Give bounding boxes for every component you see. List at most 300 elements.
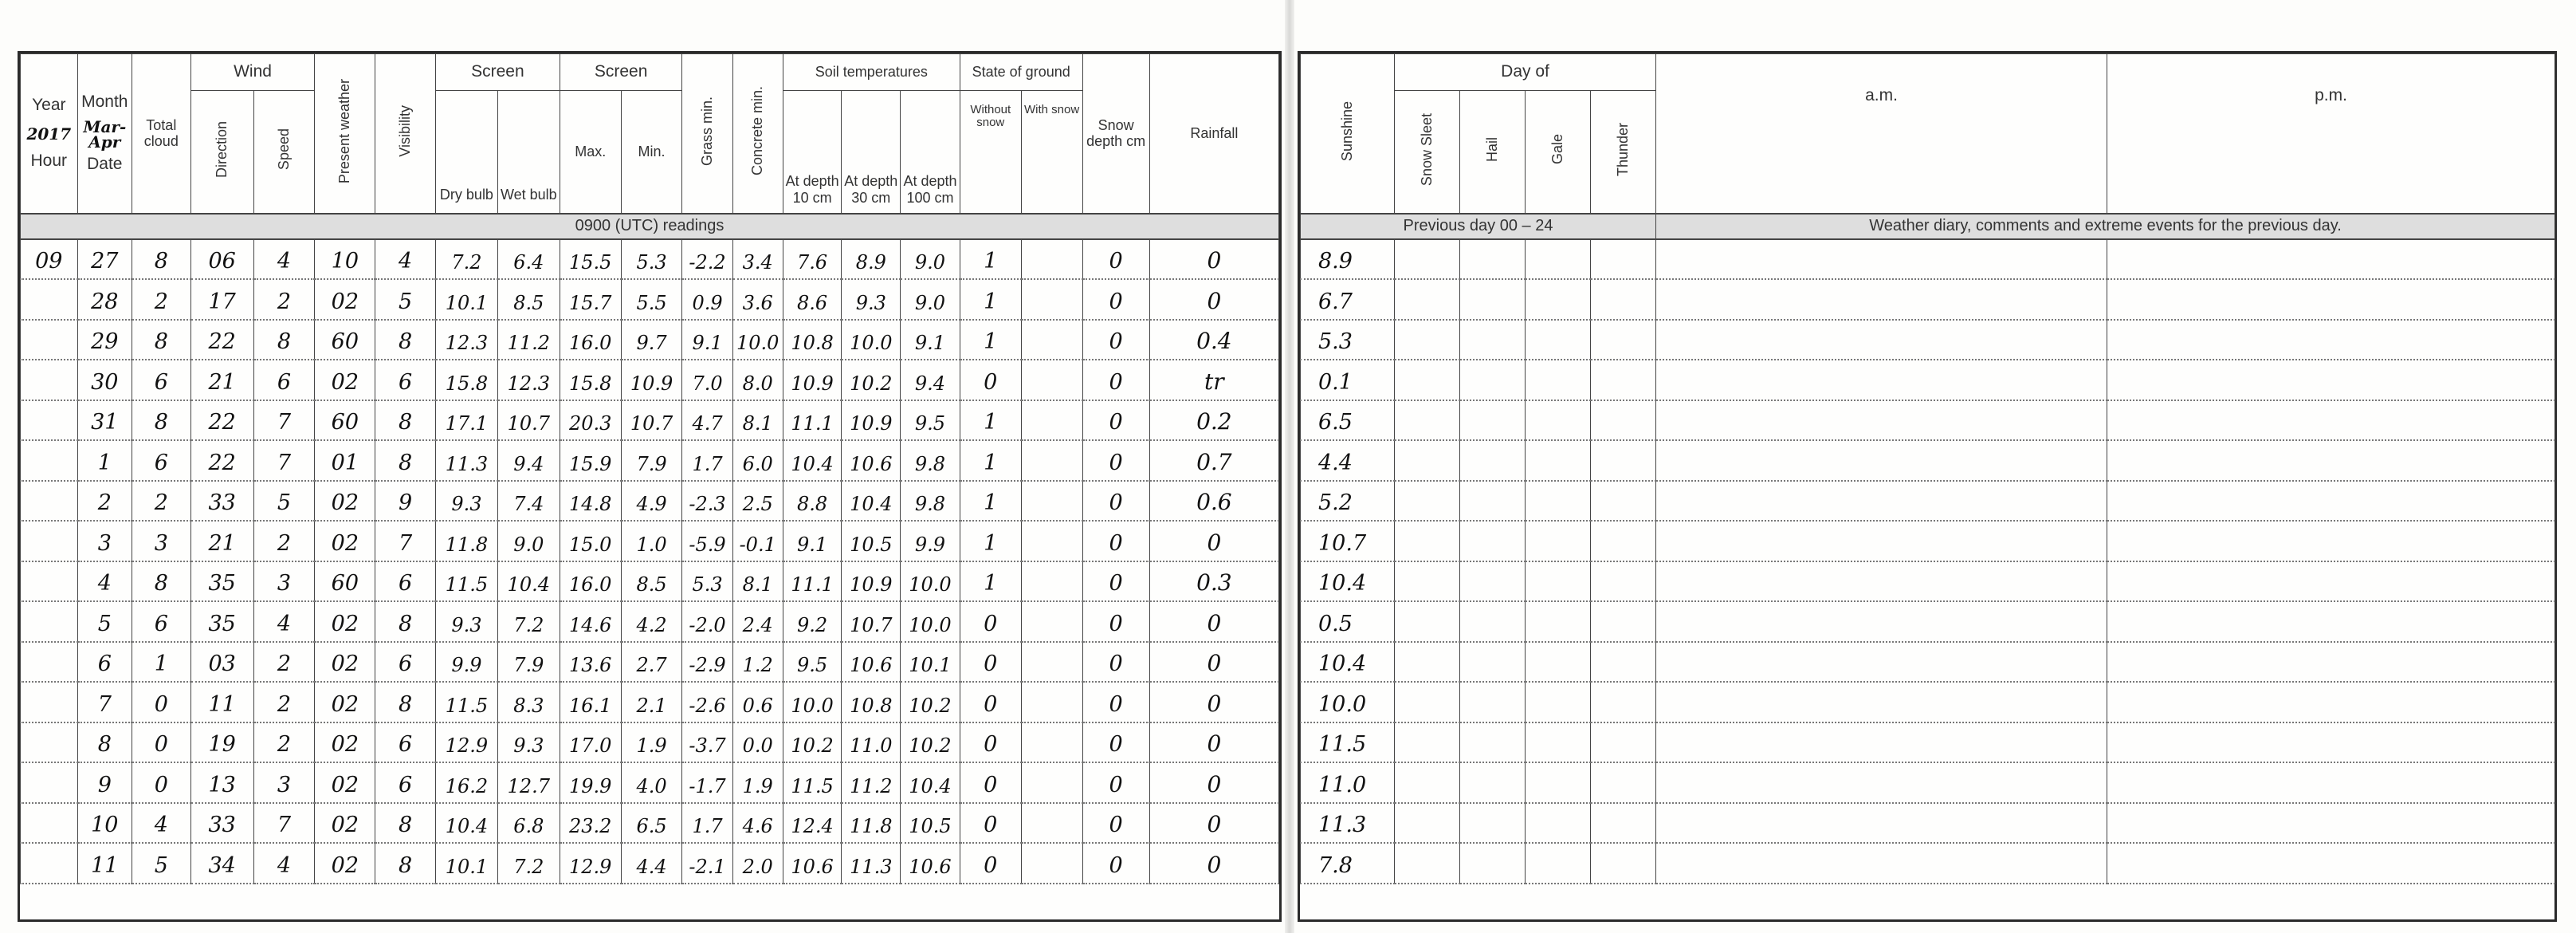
visibility-cell: 6 [375, 642, 436, 683]
grass-min-cell: -2.3 [682, 481, 732, 522]
am-cell[interactable] [1656, 360, 2107, 400]
rainfall-cell: 0.6 [1149, 481, 1278, 522]
table-row [21, 239, 1279, 280]
sunshine-cell: 6.7 [1301, 279, 1395, 320]
am-cell[interactable] [1656, 561, 2107, 602]
am-cell[interactable] [1656, 239, 2107, 280]
snow-depth-cell: 0 [1082, 762, 1149, 803]
am-cell[interactable] [1656, 762, 2107, 803]
max-cell: 16.1 [560, 682, 621, 722]
soil-100-cell: 10.4 [901, 762, 960, 803]
wet-bulb-cell: 8.3 [497, 682, 560, 722]
gale-cell[interactable] [1526, 682, 1591, 722]
hail-cell[interactable] [1460, 722, 1526, 763]
with-snow-cell [1021, 601, 1082, 642]
hail-cell[interactable] [1460, 642, 1526, 683]
table-row [21, 561, 1279, 602]
speed-cell: 5 [253, 481, 315, 522]
snow-sleet-cell[interactable] [1395, 803, 1460, 844]
am-cell[interactable] [1656, 440, 2107, 481]
snow-depth-cell: 0 [1082, 843, 1149, 884]
direction-cell: 17 [190, 279, 253, 320]
max-cell: 14.6 [560, 601, 621, 642]
am-header: a.m. [1656, 54, 2107, 214]
cloud-cell: 2 [132, 279, 190, 320]
soil-100-cell: 10.2 [901, 682, 960, 722]
soil-10-cell: 8.6 [783, 279, 842, 320]
min-cell: 1.9 [621, 722, 682, 763]
speed-cell: 2 [253, 642, 315, 683]
thunder-cell[interactable] [1591, 601, 1656, 642]
min-cell: 4.0 [621, 762, 682, 803]
present-weather-cell: 01 [315, 440, 375, 481]
snow-sleet-cell[interactable] [1395, 320, 1460, 360]
gale-cell[interactable] [1526, 642, 1591, 683]
depth-30-header: At depth 30 cm [842, 91, 901, 214]
direction-cell: 19 [190, 722, 253, 763]
snow-sleet-cell[interactable] [1395, 722, 1460, 763]
thunder-header: Thunder [1591, 91, 1656, 214]
gale-cell[interactable] [1526, 803, 1591, 844]
pm-cell[interactable] [2107, 762, 2555, 803]
am-cell[interactable] [1656, 601, 2107, 642]
sunshine-cell: 11.0 [1301, 762, 1395, 803]
am-cell[interactable] [1656, 722, 2107, 763]
rainfall-cell: 0 [1149, 642, 1278, 683]
am-cell[interactable] [1656, 279, 2107, 320]
cloud-cell: 8 [132, 400, 190, 441]
pm-cell[interactable] [2107, 722, 2555, 763]
soil-10-cell: 10.4 [783, 440, 842, 481]
direction-cell: 33 [190, 803, 253, 844]
snow-depth-cell: 0 [1082, 360, 1149, 400]
min-cell: 1.0 [621, 521, 682, 561]
dry-bulb-cell: 17.1 [436, 400, 498, 441]
dry-bulb-cell: 9.3 [436, 601, 498, 642]
min-cell: 5.3 [621, 239, 682, 280]
present-weather-cell: 02 [315, 360, 375, 400]
hail-cell[interactable] [1460, 843, 1526, 884]
thunder-cell[interactable] [1591, 521, 1656, 561]
gale-cell[interactable] [1526, 762, 1591, 803]
hour-cell [21, 521, 78, 561]
wet-bulb-cell: 10.7 [497, 400, 560, 441]
hour-cell [21, 843, 78, 884]
with-snow-cell [1021, 803, 1082, 844]
visibility-cell: 9 [375, 481, 436, 522]
grass-min-cell: -1.7 [682, 762, 732, 803]
with-snow-cell [1021, 320, 1082, 360]
thunder-cell[interactable] [1591, 843, 1656, 884]
wet-bulb-cell: 7.9 [497, 642, 560, 683]
gale-cell[interactable] [1526, 521, 1591, 561]
diary-row [1301, 279, 2555, 320]
soil-30-cell: 11.3 [842, 843, 901, 884]
cloud-cell: 0 [132, 682, 190, 722]
concrete-min-cell: 2.4 [732, 601, 783, 642]
cloud-cell: 4 [132, 803, 190, 844]
pm-cell[interactable] [2107, 642, 2555, 683]
pm-cell[interactable] [2107, 279, 2555, 320]
with-snow-cell [1021, 521, 1082, 561]
snow-sleet-cell[interactable] [1395, 279, 1460, 320]
thunder-cell[interactable] [1591, 642, 1656, 683]
am-cell[interactable] [1656, 320, 2107, 360]
wet-bulb-cell: 8.5 [497, 279, 560, 320]
hour-cell [21, 601, 78, 642]
diary-banner: Weather diary, comments and extreme events for the previous day. [1656, 214, 2555, 239]
max-header: Max. [560, 91, 621, 214]
thunder-cell[interactable] [1591, 279, 1656, 320]
hail-cell[interactable] [1460, 279, 1526, 320]
soil-30-cell: 10.0 [842, 320, 901, 360]
concrete-min-cell: -0.1 [732, 521, 783, 561]
gale-cell[interactable] [1526, 440, 1591, 481]
soil-10-cell: 10.0 [783, 682, 842, 722]
max-cell: 23.2 [560, 803, 621, 844]
visibility-cell: 8 [375, 320, 436, 360]
snow-sleet-cell[interactable] [1395, 682, 1460, 722]
soil-100-cell: 9.0 [901, 279, 960, 320]
diary-row [1301, 320, 2555, 360]
hail-cell[interactable] [1460, 682, 1526, 722]
soil-temperatures-header: Soil temperatures [783, 54, 960, 91]
dry-bulb-cell: 11.5 [436, 561, 498, 602]
table-row [21, 400, 1279, 441]
snow-depth-cell: 0 [1082, 279, 1149, 320]
hour-cell [21, 762, 78, 803]
month-date-header: Month Mar-Apr Date [77, 54, 132, 214]
cloud-cell: 6 [132, 601, 190, 642]
dry-bulb-cell: 10.1 [436, 279, 498, 320]
thunder-cell[interactable] [1591, 440, 1656, 481]
soil-100-cell: 9.1 [901, 320, 960, 360]
rainfall-cell: 0.3 [1149, 561, 1278, 602]
thunder-cell[interactable] [1591, 722, 1656, 763]
pm-cell[interactable] [2107, 360, 2555, 400]
hail-cell[interactable] [1460, 239, 1526, 280]
snow-depth-cell: 0 [1082, 561, 1149, 602]
year-value: 2017 [26, 124, 72, 144]
rainfall-cell: tr [1149, 360, 1278, 400]
pm-cell[interactable] [2107, 400, 2555, 441]
dry-bulb-cell: 15.8 [436, 360, 498, 400]
direction-header: Direction [190, 91, 253, 214]
hail-cell[interactable] [1460, 521, 1526, 561]
hail-header: Hail [1460, 91, 1526, 214]
snow-sleet-cell[interactable] [1395, 601, 1460, 642]
soil-30-cell: 8.9 [842, 239, 901, 280]
max-cell: 19.9 [560, 762, 621, 803]
without-snow-cell: 0 [960, 360, 1021, 400]
diary-row [1301, 360, 2555, 400]
date-cell: 30 [77, 360, 132, 400]
diary-row [1301, 642, 2555, 683]
sunshine-cell: 4.4 [1301, 440, 1395, 481]
direction-cell: 35 [190, 601, 253, 642]
observations-table [20, 53, 1279, 884]
rainfall-cell: 0 [1149, 722, 1278, 763]
snow-sleet-cell[interactable] [1395, 561, 1460, 602]
with-snow-cell [1021, 279, 1082, 320]
visibility-cell: 8 [375, 400, 436, 441]
rainfall-cell: 0 [1149, 682, 1278, 722]
screen-header-1: Screen [436, 54, 560, 91]
soil-100-cell: 10.2 [901, 722, 960, 763]
present-weather-cell: 02 [315, 762, 375, 803]
with-snow-cell [1021, 360, 1082, 400]
wind-header: Wind [190, 54, 315, 91]
hail-cell[interactable] [1460, 561, 1526, 602]
pm-cell[interactable] [2107, 561, 2555, 602]
gale-cell[interactable] [1526, 279, 1591, 320]
hail-cell[interactable] [1460, 360, 1526, 400]
max-cell: 20.3 [560, 400, 621, 441]
diary-row [1301, 762, 2555, 803]
sunshine-cell: 11.5 [1301, 722, 1395, 763]
concrete-min-cell: 6.0 [732, 440, 783, 481]
date-cell: 3 [77, 521, 132, 561]
gale-cell[interactable] [1526, 481, 1591, 522]
grass-min-cell: 7.0 [682, 360, 732, 400]
snow-sleet-cell[interactable] [1395, 440, 1460, 481]
pm-cell[interactable] [2107, 601, 2555, 642]
date-cell: 27 [77, 239, 132, 280]
direction-cell: 13 [190, 762, 253, 803]
diary-row [1301, 521, 2555, 561]
thunder-cell[interactable] [1591, 320, 1656, 360]
previous-day-banner: Previous day 00 – 24 [1301, 214, 1656, 239]
dry-bulb-cell: 11.3 [436, 440, 498, 481]
day-of-header: Day of [1395, 54, 1656, 91]
hour-cell [21, 320, 78, 360]
sunshine-cell: 7.8 [1301, 843, 1395, 884]
concrete-min-header: Concrete min. [732, 54, 783, 214]
snow-sleet-cell[interactable] [1395, 762, 1460, 803]
present-weather-cell: 02 [315, 521, 375, 561]
wet-bulb-cell: 12.7 [497, 762, 560, 803]
max-cell: 15.8 [560, 360, 621, 400]
soil-100-cell: 10.6 [901, 843, 960, 884]
depth-10-header: At depth 10 cm [783, 91, 842, 214]
snow-sleet-header: Snow Sleet [1395, 91, 1460, 214]
gale-cell[interactable] [1526, 239, 1591, 280]
without-snow-cell: 1 [960, 320, 1021, 360]
am-cell[interactable] [1656, 843, 2107, 884]
soil-100-cell: 9.9 [901, 521, 960, 561]
date-cell: 7 [77, 682, 132, 722]
pm-cell[interactable] [2107, 440, 2555, 481]
rainfall-cell: 0 [1149, 601, 1278, 642]
am-cell[interactable] [1656, 803, 2107, 844]
sunshine-cell: 0.1 [1301, 360, 1395, 400]
table-row [21, 843, 1279, 884]
observations-body [21, 239, 1279, 884]
snow-sleet-cell[interactable] [1395, 843, 1460, 884]
with-snow-cell [1021, 722, 1082, 763]
am-cell[interactable] [1656, 642, 2107, 683]
thunder-cell[interactable] [1591, 682, 1656, 722]
gale-cell[interactable] [1526, 561, 1591, 602]
with-snow-cell [1021, 642, 1082, 683]
pm-cell[interactable] [2107, 320, 2555, 360]
snow-sleet-cell[interactable] [1395, 239, 1460, 280]
with-snow-cell [1021, 682, 1082, 722]
dry-bulb-cell: 11.8 [436, 521, 498, 561]
snow-sleet-cell[interactable] [1395, 400, 1460, 441]
sunshine-cell: 8.9 [1301, 239, 1395, 280]
min-cell: 5.5 [621, 279, 682, 320]
sunshine-cell: 0.5 [1301, 601, 1395, 642]
sunshine-cell: 11.3 [1301, 803, 1395, 844]
pm-cell[interactable] [2107, 239, 2555, 280]
date-cell: 9 [77, 762, 132, 803]
direction-cell: 33 [190, 481, 253, 522]
hail-cell[interactable] [1460, 440, 1526, 481]
min-cell: 4.4 [621, 843, 682, 884]
snow-sleet-cell[interactable] [1395, 642, 1460, 683]
speed-cell: 3 [253, 762, 315, 803]
max-cell: 17.0 [560, 722, 621, 763]
month-value: Mar-Apr [83, 117, 127, 152]
cloud-cell: 8 [132, 239, 190, 280]
table-row [21, 642, 1279, 683]
soil-100-cell: 9.0 [901, 239, 960, 280]
gale-cell[interactable] [1526, 601, 1591, 642]
grass-min-cell: 5.3 [682, 561, 732, 602]
hail-cell[interactable] [1460, 320, 1526, 360]
soil-30-cell: 10.8 [842, 682, 901, 722]
wet-bulb-cell: 7.2 [497, 601, 560, 642]
thunder-cell[interactable] [1591, 360, 1656, 400]
thunder-cell[interactable] [1591, 762, 1656, 803]
min-cell: 7.9 [621, 440, 682, 481]
pm-cell[interactable] [2107, 521, 2555, 561]
grass-min-cell: -2.0 [682, 601, 732, 642]
hour-cell: 09 [21, 239, 78, 280]
speed-cell: 2 [253, 722, 315, 763]
visibility-cell: 6 [375, 722, 436, 763]
hour-cell [21, 803, 78, 844]
date-cell: 5 [77, 601, 132, 642]
speed-cell: 2 [253, 521, 315, 561]
wet-bulb-header: Wet bulb [497, 91, 560, 214]
max-cell: 13.6 [560, 642, 621, 683]
present-weather-cell: 10 [315, 239, 375, 280]
date-cell: 31 [77, 400, 132, 441]
soil-10-cell: 9.5 [783, 642, 842, 683]
book-spine [1285, 0, 1294, 933]
thunder-cell[interactable] [1591, 481, 1656, 522]
table-row [21, 521, 1279, 561]
screen-header-2: Screen [560, 54, 682, 91]
speed-cell: 7 [253, 400, 315, 441]
snow-sleet-cell[interactable] [1395, 521, 1460, 561]
min-cell: 8.5 [621, 561, 682, 602]
gale-cell[interactable] [1526, 320, 1591, 360]
diary-row [1301, 481, 2555, 522]
date-cell: 1 [77, 440, 132, 481]
thunder-cell[interactable] [1591, 239, 1656, 280]
rainfall-cell: 0.2 [1149, 400, 1278, 441]
gale-cell[interactable] [1526, 360, 1591, 400]
year-hour-header: Year 2017 Hour [21, 54, 78, 214]
thunder-cell[interactable] [1591, 803, 1656, 844]
hour-cell [21, 279, 78, 320]
present-weather-cell: 60 [315, 561, 375, 602]
pm-cell[interactable] [2107, 682, 2555, 722]
grass-min-header: Grass min. [682, 54, 732, 214]
present-weather-cell: 02 [315, 601, 375, 642]
max-cell: 12.9 [560, 843, 621, 884]
state-of-ground-header: State of ground [960, 54, 1082, 91]
gale-cell[interactable] [1526, 722, 1591, 763]
hail-cell[interactable] [1460, 400, 1526, 441]
date-cell: 8 [77, 722, 132, 763]
table-row [21, 601, 1279, 642]
hail-cell[interactable] [1460, 803, 1526, 844]
pm-cell[interactable] [2107, 481, 2555, 522]
dry-bulb-cell: 10.1 [436, 843, 498, 884]
hail-cell[interactable] [1460, 481, 1526, 522]
thunder-cell[interactable] [1591, 561, 1656, 602]
snow-sleet-cell[interactable] [1395, 360, 1460, 400]
diary-row [1301, 682, 2555, 722]
soil-10-cell: 12.4 [783, 803, 842, 844]
direction-cell: 22 [190, 440, 253, 481]
present-weather-cell: 02 [315, 642, 375, 683]
grass-min-cell: -2.6 [682, 682, 732, 722]
am-cell[interactable] [1656, 481, 2107, 522]
without-snow-cell: 0 [960, 642, 1021, 683]
am-cell[interactable] [1656, 521, 2107, 561]
rainfall-cell: 0 [1149, 239, 1278, 280]
with-snow-cell [1021, 481, 1082, 522]
dry-bulb-cell: 9.9 [436, 642, 498, 683]
hour-cell [21, 400, 78, 441]
table-row [21, 722, 1279, 763]
wet-bulb-cell: 10.4 [497, 561, 560, 602]
present-weather-cell: 02 [315, 803, 375, 844]
table-row [21, 682, 1279, 722]
soil-30-cell: 10.2 [842, 360, 901, 400]
table-row [21, 440, 1279, 481]
am-cell[interactable] [1656, 400, 2107, 441]
snow-sleet-cell[interactable] [1395, 481, 1460, 522]
wet-bulb-cell: 7.2 [497, 843, 560, 884]
concrete-min-cell: 3.4 [732, 239, 783, 280]
visibility-cell: 6 [375, 360, 436, 400]
hour-cell [21, 722, 78, 763]
gale-cell[interactable] [1526, 843, 1591, 884]
concrete-min-cell: 8.1 [732, 400, 783, 441]
min-header: Min. [621, 91, 682, 214]
grass-min-cell: 4.7 [682, 400, 732, 441]
speed-header: Speed [253, 91, 315, 214]
direction-cell: 21 [190, 521, 253, 561]
speed-cell: 7 [253, 803, 315, 844]
hail-cell[interactable] [1460, 762, 1526, 803]
snow-depth-cell: 0 [1082, 440, 1149, 481]
pm-cell[interactable] [2107, 843, 2555, 884]
concrete-min-cell: 2.0 [732, 843, 783, 884]
am-cell[interactable] [1656, 682, 2107, 722]
hail-cell[interactable] [1460, 601, 1526, 642]
concrete-min-cell: 8.1 [732, 561, 783, 602]
thunder-cell[interactable] [1591, 400, 1656, 441]
pm-cell[interactable] [2107, 803, 2555, 844]
gale-cell[interactable] [1526, 400, 1591, 441]
